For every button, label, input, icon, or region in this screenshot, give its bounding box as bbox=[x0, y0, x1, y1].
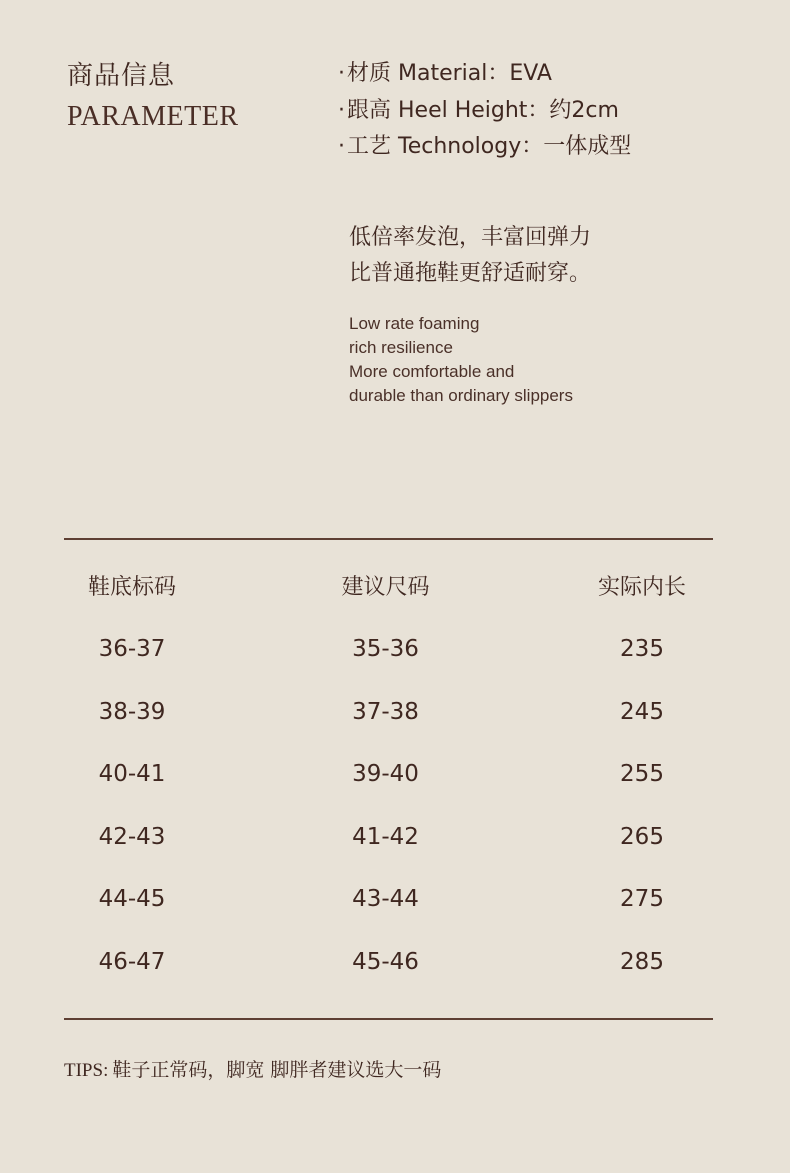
cell-sole-size: 36-37 bbox=[98, 636, 166, 663]
cell-sole-size: 46-47 bbox=[98, 948, 166, 975]
cell-sole-size: 38-39 bbox=[98, 698, 166, 725]
cell-inner-length: 285 bbox=[620, 948, 664, 975]
tips-text: 鞋子正常码，脚宽 脚胖者建议选大一码 bbox=[112, 1059, 442, 1081]
size-chart-table bbox=[64, 552, 713, 993]
table-row bbox=[64, 681, 713, 744]
spec-item-material bbox=[338, 56, 631, 93]
bullet-dot: · bbox=[338, 97, 345, 123]
cell-recommended-size: 35-36 bbox=[352, 636, 419, 663]
cell-inner-length: 245 bbox=[620, 698, 664, 725]
spec-text: 工艺 Technology：一体成型 bbox=[347, 134, 632, 159]
feature-line: More comfortable and bbox=[349, 362, 515, 381]
header-sole-size: 鞋底标码 bbox=[87, 574, 176, 600]
cell-sole-size: 44-45 bbox=[98, 886, 166, 913]
cell-recommended-size: 41-42 bbox=[352, 823, 419, 850]
feature-description-en bbox=[349, 312, 573, 408]
spec-list bbox=[338, 56, 631, 166]
table-header-row bbox=[64, 552, 713, 618]
cell-recommended-size: 43-44 bbox=[352, 886, 419, 913]
spec-item-technology bbox=[338, 129, 631, 166]
cell-sole-size: 40-41 bbox=[98, 761, 166, 788]
page-title-cn: 商品信息 bbox=[67, 61, 176, 91]
feature-line: rich resilience bbox=[349, 338, 453, 357]
tips-label: TIPS: bbox=[64, 1060, 109, 1081]
feature-line: 低倍率发泡，丰富回弹力 bbox=[349, 225, 592, 250]
cell-recommended-size: 37-38 bbox=[352, 698, 419, 725]
table-top-divider bbox=[64, 538, 713, 540]
cell-recommended-size: 45-46 bbox=[352, 948, 419, 975]
table-row bbox=[64, 931, 713, 994]
spec-item-heel-height bbox=[338, 93, 631, 130]
cell-sole-size: 42-43 bbox=[98, 823, 166, 850]
cell-inner-length: 255 bbox=[620, 761, 664, 788]
table-row bbox=[64, 806, 713, 869]
cell-inner-length: 275 bbox=[620, 886, 664, 913]
header-inner-length: 实际内长 bbox=[597, 574, 686, 600]
table-row bbox=[64, 743, 713, 806]
spec-text: 材质 Material：EVA bbox=[347, 61, 552, 86]
spec-text: 跟高 Heel Height：约2cm bbox=[347, 97, 619, 123]
table-bottom-divider bbox=[64, 1018, 713, 1020]
table-row bbox=[64, 618, 713, 681]
feature-description-cn bbox=[349, 220, 591, 292]
cell-inner-length: 265 bbox=[620, 823, 664, 850]
feature-line: 比普通拖鞋更舒适耐穿。 bbox=[349, 261, 592, 286]
header-recommended-size: 建议尺码 bbox=[341, 574, 430, 600]
table-row bbox=[64, 868, 713, 931]
page-title-en: PARAMETER bbox=[67, 101, 239, 132]
feature-line: Low rate foaming bbox=[349, 314, 480, 333]
tips-note bbox=[64, 1056, 441, 1085]
feature-line: durable than ordinary slippers bbox=[349, 386, 573, 405]
bullet-dot: · bbox=[338, 134, 345, 159]
cell-inner-length: 235 bbox=[620, 636, 664, 663]
bullet-dot: · bbox=[338, 61, 345, 86]
cell-recommended-size: 39-40 bbox=[352, 761, 419, 788]
